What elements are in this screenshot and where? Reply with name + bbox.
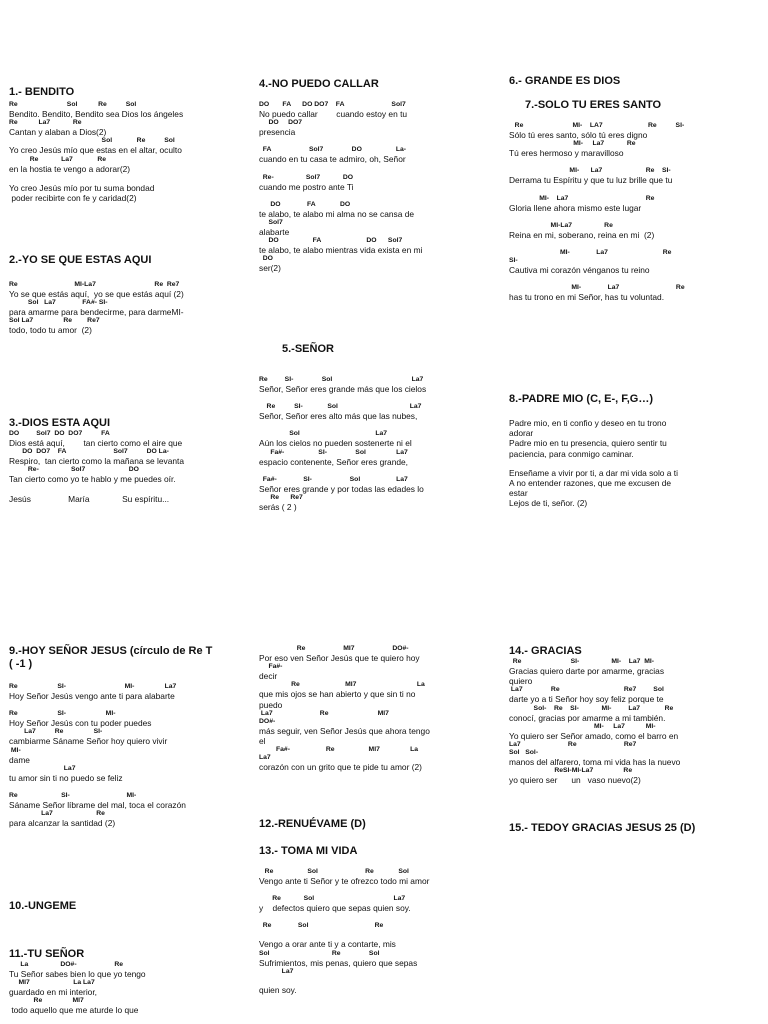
chord-line: Fa#-	[259, 663, 283, 671]
lyric-line: Yo quiero ser Señor amado, como el barro en	[509, 730, 679, 741]
song-title: 10.-UNGEME	[9, 900, 77, 912]
lyric-line: Dios está aquí, tan cierto como el aire que	[9, 438, 183, 448]
chord-line: DO FA DO	[259, 200, 351, 208]
chord-line: Sol7	[259, 219, 283, 227]
chord-line: La7	[259, 967, 294, 975]
lyric-line: Lejos de ti, señor. (2)	[509, 498, 588, 509]
chord-line: DO Sol7 DO DO7 FA	[9, 430, 110, 437]
song-lines	[9, 101, 249, 203]
blank-line	[509, 240, 749, 249]
song-3	[9, 417, 249, 504]
chord-line: MI-	[9, 746, 21, 754]
chord-line: La7	[259, 754, 271, 762]
blank-line	[9, 485, 249, 494]
chord-line: Re- Sol7 DO	[259, 173, 354, 181]
blank-line	[9, 174, 249, 183]
chord-line: Re SI- MI- La7	[9, 683, 177, 690]
lyric-line: espacio contenente, Señor eres grande,	[259, 456, 408, 467]
chord-line: MI7 La La7	[9, 979, 95, 987]
chord-line: DO DO7 FA Sol7 DO La-	[9, 448, 169, 456]
lyric-line: Tan cierto como yo te hablo y me puedes oír.	[9, 474, 176, 485]
chord-line: ReSI-MI-La7 Re	[509, 767, 633, 775]
chord-line: Re MI- LA7 Re SI-	[509, 122, 685, 129]
lyric-line: cuando me postro ante Ti	[259, 181, 354, 192]
song-title-line-1: 9.-HOY SEÑOR JESUS (círculo de Re T	[9, 645, 213, 657]
lyric-line: poder recibirte con fe y caridad(2)	[9, 193, 137, 204]
chord-line: FA Sol7 DO La-	[259, 146, 407, 154]
blank-line	[509, 158, 749, 167]
chord-line: Sol Re Sol	[259, 949, 380, 957]
lyric-line: Aún los cielos no pueden sostenerte ni el	[259, 438, 412, 449]
blank-line	[509, 186, 749, 195]
lyric-line: Hoy Señor Jesús vengo ante ti para alabarte	[9, 691, 175, 701]
lyric-line: Jesús María Su espíritu...	[9, 493, 170, 504]
lyric-line: Cautiva mi corazón vénganos tu reino	[509, 265, 650, 276]
chord-line: MI- La7 Re	[509, 140, 636, 148]
song-title: 1.- BENDITO	[9, 86, 75, 98]
song-lines	[9, 281, 249, 336]
song-title: 5.-SEÑOR	[282, 343, 334, 355]
song-title: 14.- GRACIAS	[509, 645, 582, 657]
chord-line: Re Sol Re	[259, 922, 384, 930]
lyric-line: ser(2)	[259, 263, 281, 274]
song-title: 6.- GRANDE ES DIOS	[509, 75, 621, 87]
chord-line: Sol Sol-	[509, 749, 539, 757]
song-title: 4.-NO PUEDO CALLAR	[259, 78, 379, 90]
chord-line: Re MI-La7 Re Re7	[9, 281, 180, 288]
chord-line: DO DO7	[259, 119, 303, 127]
chord-line: DO	[259, 255, 273, 263]
song-lines	[509, 122, 749, 302]
lyric-line: quiero	[509, 676, 533, 687]
lyric-line: para alcanzar la santidad (2)	[9, 818, 116, 829]
song-title: 11.-TU SEÑOR	[9, 948, 85, 960]
lyric-line: Reina en mi, soberano, reina en mi (2)	[509, 229, 655, 240]
lyric-line: cuando en tu casa te admiro, oh, Señor	[259, 154, 406, 165]
blank-line	[259, 976, 499, 985]
song-4	[259, 78, 499, 274]
chord-line: SI-	[509, 257, 518, 265]
chord-line: La7	[9, 764, 76, 772]
chord-line: Fa#- SI- Sol La7	[259, 475, 408, 483]
chord-line: MI- La7 Re	[509, 249, 672, 257]
chord-line: Sol La7	[259, 430, 388, 438]
song-5	[259, 343, 499, 512]
chord-line: Re La7 Re	[9, 155, 107, 163]
blank-line	[9, 701, 249, 710]
song-11	[9, 948, 249, 1016]
lyric-line: adorar	[509, 428, 534, 439]
chord-line: Re SI- Sol La7	[259, 376, 424, 383]
lyric-line: Hoy Señor Jesús con tu poder puedes	[9, 718, 152, 729]
chord-line: La7 Re	[9, 810, 105, 818]
lyric-line: manos del alfarero, toma mi vida has la nuevo	[509, 757, 681, 768]
lyric-line: todo, todo tu amor (2)	[9, 325, 92, 336]
lyric-line: cambiarme Sáname Señor hoy quiero vivir	[9, 736, 168, 747]
blank-line	[259, 192, 499, 201]
lyric-line: serás ( 2 )	[259, 502, 297, 513]
lyric-line: quien soy.	[259, 984, 297, 995]
blank-line	[259, 930, 499, 939]
lyric-line: en la hostia te vengo a adorar(2)	[9, 163, 131, 174]
lyric-line: todo aquello que me aturde lo que	[9, 1005, 139, 1016]
lyric-line: Enseñame a vivir por ti, a dar mi vida solo a ti	[509, 467, 678, 478]
lyric-line: has tu trono en mi Señor, has tu voluntad.	[509, 292, 665, 303]
lyric-line: Tú eres hermoso y maravilloso	[509, 148, 624, 159]
chord-line: MI- La7 Re	[509, 284, 685, 292]
chord-line: Re MI7 La	[259, 681, 425, 689]
lyric-line: tu amor sin ti no puedo se feliz	[9, 772, 123, 783]
lyric-line: estar	[509, 488, 528, 499]
song-lines	[9, 430, 249, 504]
chord-line: Re- Sol7 DO	[9, 466, 139, 474]
lyric-line: A no entender razones, que me excusen de	[509, 478, 672, 489]
blank-line	[509, 213, 749, 222]
chord-line: Sol- Re SI- MI- La7 Re	[509, 704, 674, 712]
chord-line: Re La7 Re	[9, 119, 82, 127]
song-title: 13.- TOMA MI VIDA	[259, 845, 358, 857]
lyric-line: alabarte	[259, 227, 290, 238]
chord-line: Re SI- Sol La7	[259, 403, 422, 411]
chord-line: Sol Re Sol	[9, 137, 175, 145]
lyric-line: Señor, Señor eres grande más que los cielos	[259, 384, 427, 394]
chord-line: MI- La7 Re SI-	[509, 167, 671, 175]
song-lines	[259, 376, 499, 512]
blank-line	[259, 886, 499, 895]
song-title-line-2: ( -1 )	[9, 658, 33, 670]
chord-line: Re MI7	[9, 997, 84, 1005]
blank-line	[259, 165, 499, 174]
song-10	[9, 900, 249, 915]
song-lines	[9, 961, 249, 1016]
song-title: 7.-SOLO TU ERES SANTO	[525, 99, 662, 111]
song-9	[9, 645, 249, 828]
chord-line: Re SI- MI- La7 MI-	[509, 658, 655, 665]
chord-line: DO FA DO DO7 FA Sol7	[259, 101, 406, 108]
chord-line: Re Re7	[259, 494, 303, 502]
chord-line: Re SI- MI-	[9, 710, 116, 718]
song-lines	[259, 868, 499, 995]
lyric-line: guardado en mi interior,	[9, 987, 97, 998]
lyric-line: te alabo, te alabo mi alma no se cansa de	[259, 208, 415, 219]
lyric-line: te alabo, te alabo mientras vida exista en mi	[259, 245, 423, 256]
chord-line: MI- La7 MI-	[509, 722, 656, 730]
blank-line	[259, 913, 499, 922]
song-title: 15.- TEDOY GRACIAS JESUS 25 (D)	[509, 822, 696, 834]
chord-line: DO#-	[259, 717, 276, 725]
lyric-line: darte yo a ti Señor hoy soy feliz porque te	[509, 694, 664, 705]
chord-line: Fa#- Re MI7 La	[259, 746, 419, 754]
song-6	[509, 75, 749, 90]
lyric-line: Sólo tú eres santo, sólo tú eres digno	[509, 130, 648, 140]
chord-line: La7 Re Re7 Sol	[509, 686, 664, 694]
song-lines	[9, 683, 249, 828]
blank-line	[509, 459, 749, 468]
lyric-line: Yo creo Jesús mío por tu suma bondad	[9, 182, 155, 193]
lyric-line: Vengo a orar ante ti y a contarte, mis	[259, 939, 396, 950]
lyric-line: yo quiero ser un vaso nuevo(2)	[509, 775, 641, 786]
lyric-line: el	[259, 736, 266, 747]
lyric-line: puedo	[259, 699, 283, 710]
song-15	[509, 822, 749, 837]
song-title: 2.-YO SE QUE ESTAS AQUI	[9, 254, 152, 266]
lyric-line: Derrama tu Espíritu y que tu luz brille que tu	[509, 175, 673, 186]
chord-line: La7 Re Re7	[509, 741, 637, 749]
lyric-line: Sáname Señor líbrame del mal, toca el corazón	[9, 800, 186, 811]
blank-line	[509, 275, 749, 284]
lyric-line: Gloria llene ahora mismo este lugar	[509, 202, 642, 213]
lyric-line: Yo se que estás aquí, yo se que estás aquí (2)	[9, 289, 184, 299]
chord-line: Re MI7 DO#-	[259, 645, 409, 652]
chord-line: La7 Re SI-	[9, 728, 103, 736]
lyric-line: Sufrimientos, mis penas, quiero que sepas	[259, 957, 418, 968]
lyric-line: dame	[9, 754, 30, 765]
song-lines	[509, 658, 749, 785]
song-lines	[509, 418, 749, 509]
lyric-line: Respiro, tan cierto como la mañana se levanta	[9, 456, 185, 467]
chord-line: Re Sol Re Sol	[9, 101, 137, 108]
chord-line: Re SI- MI-	[9, 792, 137, 800]
blank-line	[259, 467, 499, 476]
lyric-line: Padre mio en tu presencia, quiero sentir tu	[509, 438, 667, 449]
lyric-line: Señor, Señor eres alto más que las nubes,	[259, 411, 418, 422]
lyric-line: para amarme para bendecirme, para darmeMI-	[9, 307, 184, 318]
chord-line: Fa#- SI- Sol La7	[259, 448, 408, 456]
lyric-line: corazón con un grito que te pide tu amor (2)	[259, 762, 422, 773]
lyric-line: Gracias quiero darte por amarme, gracias	[509, 666, 665, 676]
lyric-line: Señor eres grande y por todas las edades lo	[259, 483, 424, 494]
chord-line: MI- La7 Re	[509, 194, 655, 202]
song-lines	[259, 645, 499, 772]
chord-line: MI-La7 Re	[509, 221, 613, 229]
chord-line: Re Sol Re Sol	[259, 868, 409, 875]
song-11-continued	[259, 645, 499, 772]
song-lines	[259, 101, 499, 274]
song-1	[9, 86, 249, 203]
song-title: 8.-PADRE MIO (C, E-, F,G…)	[509, 393, 654, 405]
blank-line	[259, 394, 499, 403]
lyric-line: paciencia, para conmigo caminar.	[509, 448, 634, 459]
lyric-line: presencia	[259, 127, 296, 138]
lyric-line: Por eso ven Señor Jesús que te quiero hoy	[259, 653, 420, 663]
song-12	[259, 818, 499, 833]
chord-line: DO FA DO Sol7	[259, 237, 403, 245]
blank-line	[259, 421, 499, 430]
song-2	[9, 254, 249, 336]
lyric-line: que mis ojos se han abierto y que sin ti no	[259, 689, 416, 700]
chord-line: La7 Re MI7	[259, 709, 389, 717]
lyric-line: Tu Señor sabes bien lo que yo tengo	[9, 969, 146, 979]
lyric-line: más seguir, ven Señor Jesús que ahora tengo	[259, 725, 430, 736]
song-13	[259, 845, 499, 995]
chord-line: La DO#- Re	[9, 961, 124, 968]
song-title: 12.-RENUÉVAME (D)	[259, 818, 366, 830]
blank-line	[259, 137, 499, 146]
chord-line: Sol La7 Re Re7	[9, 317, 100, 325]
lyric-line: y defectos quiero que sepas quien soy.	[259, 903, 411, 914]
lyric-line: Cantan y alaban a Dios(2)	[9, 127, 107, 138]
lyric-line: No puedo callar cuando estoy en tu	[259, 109, 408, 119]
song-8	[509, 393, 749, 509]
chord-line: Sol La7 FA#- SI-	[9, 299, 108, 307]
lyric-line: Vengo ante ti Señor y te ofrezco todo mi amor	[259, 876, 430, 886]
lyric-line: Yo creo Jesús mío que estas en el altar, oculto	[9, 145, 182, 156]
blank-line	[9, 783, 249, 792]
song-title: 3.-DIOS ESTA AQUI	[9, 417, 111, 429]
song-7	[509, 99, 749, 302]
chord-line: Re Sol La7	[259, 895, 406, 903]
lyric-line: conocí, gracias por amarme a mi también.	[509, 712, 666, 723]
lyric-line: Bendito. Bendito, Bendito sea Dios los ángeles	[9, 109, 184, 119]
lyric-line: decir	[259, 671, 278, 682]
song-14	[509, 645, 749, 785]
lyric-line: Padre mio, en ti confio y deseo en tu trono	[509, 418, 667, 428]
